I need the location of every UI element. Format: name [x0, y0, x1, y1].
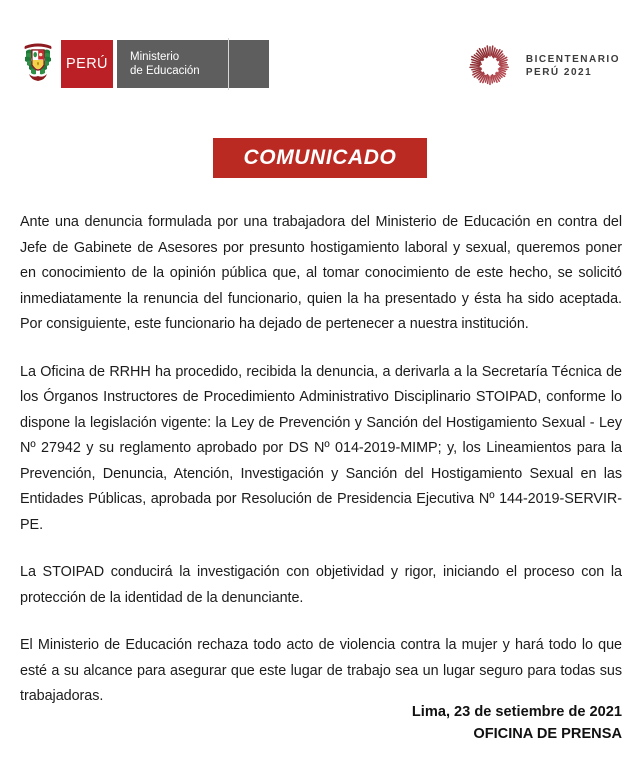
bicentenario-line-2: PERÚ 2021	[525, 67, 593, 78]
ministry-line-2: de Educación	[130, 65, 200, 77]
minedu-logo	[18, 40, 269, 88]
bicentenario-burst-icon	[465, 41, 515, 91]
body-paragraph: Ante una denuncia formulada por una trabajadora del Ministerio de Educación en contra del Jefe de Gabinete de Asesores por presunto hostigamiento laboral y sexual, queremos poner en conocimiento de la opinión pública que, al tomar conocimiento de este hecho, se solicitó inmediatamente la renuncia del funcionario, quien la ha presentado y ésta ha sido aceptada. Por consiguiente, este funcionario ha dejado de pertenecer a nuestra institución.	[20, 214, 622, 332]
peru-brand-box	[61, 40, 113, 88]
peru-coat-of-arms-icon	[18, 40, 58, 88]
footer-office: OFICINA DE PRENSA	[473, 726, 622, 742]
bicentenario-logo	[465, 40, 620, 92]
document-header	[0, 0, 640, 110]
document-body	[0, 210, 640, 710]
body-paragraph: La Oficina de RRHH ha procedido, recibida la denuncia, a derivarla a la Secretaría Técnica de los Órganos Instructores de Procedimiento Administrativo Disciplinario STOIPAD, conforme lo dispone la legislación vigente: la Ley de Prevención y Sanción del Hostigamiento Sexual - Ley Nº 27942 y su reglamento aprobado por DS Nº 014-2019-MIMP; y, los Lineamientos para la Prevención, Denuncia, Atención, Investigación y Sanción del Hostigamiento Sexual en las Entidades Públicas, aprobada por Resolución de Presidencia Ejecutiva Nº 144-2019-SERVIR-PE.	[20, 363, 622, 533]
bicentenario-line-1: BICENTENARIO	[525, 54, 620, 65]
footer-place-date: Lima, 23 de setiembre de 2021	[411, 704, 622, 720]
bicentenario-wordmark	[526, 53, 620, 79]
ministry-line-1: Ministerio	[130, 51, 180, 63]
comunicado-banner-row	[0, 138, 640, 178]
peru-label: PERÚ	[66, 56, 108, 72]
comunicado-banner	[213, 138, 427, 178]
document-footer	[412, 701, 622, 745]
body-paragraph: La STOIPAD conducirá la investigación con objetividad y rigor, iniciando el proceso con la protección de la identidad de la denunciante.	[20, 564, 622, 606]
body-paragraph: El Ministerio de Educación rechaza todo acto de violencia contra la mujer y hará todo lo que esté a su alcance para asegurar que este lugar de trabajo sea un lugar seguro para todas sus trabajadoras.	[20, 637, 622, 704]
comunicado-label: COMUNICADO	[243, 146, 397, 169]
header-divider	[228, 38, 229, 90]
ministry-name-box	[117, 40, 269, 88]
